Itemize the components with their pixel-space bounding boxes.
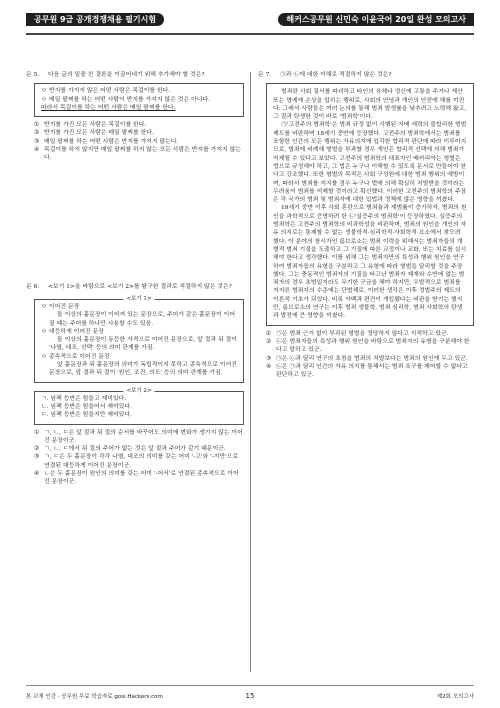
footer-site-link[interactable]: 본 교재 인강 · 공무원 무료 학습자료 gosi.Hackers.com [26,694,163,700]
bullet-icon: ㅇ [41,96,47,103]
question-number: 문 7. [258,72,272,78]
passage-box [266,83,474,325]
answer-option-3[interactable]: ③ ㄱ, ㄷ은 두 홑문장이 각각 나열, 대조의 의미를 갖는 어미 '-고'와 '-지만'으로 연결된 대등하게 이어진 문장이군. [34,454,239,469]
bogi-item: ㅇ 대등하게 이어진 문장 [41,328,104,335]
answer-option-3[interactable]: ③ 매일 팔찌를 하는 어떤 사람은 반지를 가지지 않는다. [34,138,179,145]
bullet-icon: ㅇ [41,353,47,360]
answer-options [26,429,244,487]
bullet-icon: ㅇ [41,303,47,310]
page-footer [26,686,474,700]
right-column [258,71,474,379]
answer-option-1[interactable]: ① 반지를 가진 모든 사람은 목걸이를 한다. [34,122,147,129]
question-stem: ㉠과 ㉡에 대한 이해로 적절하지 않은 것은? [280,72,392,78]
answer-option-1[interactable]: ① ㄱ, ㄴ, ㄷ은 앞 절과 뒤 절의 순서를 바꾸어도 의미에 변화가 생기지 않는 이어진 문장이군. [34,429,243,444]
bogi-1-box: <보기 1> ㅇ 이어진 문장 둘 이상의 홑문장이 이어져 있는 문장으로, 주어가 같은 홑문장이 이어질 때는 주어를 하나만 사용할 수도 있음. ㅇ 대등하게 이어진 문장 둘 이상의 홑문장이 동등한 자격으로 이어진 문장으로, 앞 절과 뒤 절이 '나열, 대조, 선택' 등의 의미 관계를 가짐. ㅇ 종속적으로 이어진 문장 앞 홑문장과 뒤 홑문장의 의미가 독립적이지 못하고 종속적으로 이어진 문장으로, 앞 절과 뒤 절이 '원인, 조건, 의도' 등의 의미 관계를 가짐. [34,299,244,383]
bogi-2-box [34,387,244,425]
premise-item: ㅇ 반지를 가지지 않은 어떤 사람은 목걸이를 한다. [41,88,171,95]
question-6 [26,283,244,487]
question-stem: <보기 1>을 바탕으로 <보기 2>를 탐구한 결과로 적절하지 않은 것은? [48,283,232,290]
example-sentence: ㄱ. 임팩 등반은 힘들고 재미있다. [41,395,127,402]
answer-options [258,330,474,380]
example-sentence: ㄴ. 임팩 등반은 힘들어서 재미있다. [41,403,132,410]
answer-option-2[interactable]: ② ㄱ, ㄴ, ㄷ에서 뒤 절의 주어가 없는 것은 앞 절과 주어가 같기 때문이군. [34,446,226,453]
bogi-2-title: <보기 2> [123,388,154,395]
question-number: 문 6. [26,283,40,290]
page-header [26,9,474,29]
answer-option-3[interactable]: ③ ㉠은 ㉡과 달리 연구의 초점을 범죄의 처벌보다는 범죄의 원인에 두고 있군. [266,355,468,362]
conclusion: 따라서 목걸이를 하는 어떤 사람은 매일 팔찌를 한다. [41,104,176,111]
book-title: 해커스공무원 신민숙 이윤국어 20일 완성 모의고사 [278,13,474,26]
bogi-item: ㅇ 종속적으로 이어진 문장 [41,353,110,360]
question-7 [258,71,474,379]
answer-option-1[interactable]: ① ㉠은 범죄 근거 없이 부과된 형벌을 정당하지 않다고 지적하고 있군. [266,330,449,337]
bogi-1-title: <보기 1> [123,296,154,303]
bullet-icon: ㅇ [41,88,47,95]
premise-box [34,83,244,117]
question-5 [26,71,244,163]
answer-option-4[interactable]: ④ ㉡은 ㉠과 달리 인간의 자유 의지를 통해서는 범죄 욕구를 제어할 수 없다고 판단하고 있군. [266,363,468,379]
left-column [26,71,244,487]
answer-option-4[interactable]: ④ 목걸이를 하지 않지만 매일 팔찌를 하지 않는 모든 사람은 반지를 가지지 않는다. [34,147,241,162]
passage-paragraph: 범죄란 사회 질서를 파괴하고 타인의 육체나 정신에 고통을 주거나 재산 또는 명예에 손상을 입히는 행위로, 사회의 안녕과 개인의 안전에 해를 끼친다. 그래서 사람들은 여러 논의를 통해 범죄 발생률을 낮추려고 노력해 왔고, 그 결과 탄생한 것이 바로 '범죄학'이다. [273,89,467,121]
bullet-icon: ㅇ [41,328,47,335]
footer-round-label: 제2회 모의고사 [436,694,474,700]
column-divider [250,72,251,672]
header-rule [26,33,474,35]
exam-title: 공무원 9급 공개경쟁채용 필기시험 [26,13,164,26]
answer-option-4[interactable]: ④ ㄴ은 두 홑문장이 원인의 의미를 갖는 어미 '-어서'로 연결된 종속적으로 이어진 문장이군. [34,471,239,486]
passage-paragraph: ㉠'고전주의 범죄학'은 범죄 규정 없이 시행된 지배 세력의 불합리한 형벌 제도를 비판하며 18세기 중반에 등장했다. 고전주의 범죄학에서는 범죄를 포함한 인간의 모든 행위는 자유의지에 입각한 합리적 판단에 따라 이루어지므로, 범죄에 비례해 형벌을 부과할 경우 개인은 합리적 선택에 의해 범죄가 억제될 수 있다고 보았다. 고전주의 범죄학의 대표자인 베카리아는 형벌은 법으로 규정해야 하고, 그 법은 누구나 이해할 수 있도록 문서로 만들어야 한다고 강조했다. 또한 형벌의 목적은 사회 구성원에 대한 범죄 행위의 예방이며, 따라서 범죄를 저지를 경우 누구나 법에 의해 확실히 처벌받을 것이라는 두려움이 범죄를 억제할 것이라고 확신했다. 이러한 고전주의 범죄학의 주장은 각 국가의 범죄 및 범죄자에 대한 입법과 정책에 많은 영향을 끼쳤다. [273,122,467,204]
bogi-item: ㅇ 이어진 문장 [41,303,80,310]
premise-item: ㅇ 매일 팔찌를 하는 어떤 사람이 반지를 가지지 않은 것은 아니다. [41,96,210,103]
answer-option-2[interactable]: ② ㉡은 범죄자들의 특성과 행위 원인을 바탕으로 범죄자의 유형을 구분해야 한다고 말하고 있군. [266,338,470,354]
answer-option-2[interactable]: ② 반지를 가진 모든 사람은 매일 팔찌를 한다. [34,130,154,137]
passage-paragraph: 19세기 중반 이후 사회 혼란으로 범죄율과 재범률이 증가하자, 범죄의 원인을 과학적으로 증명하려 한 ㉡'실증주의 범죄학'이 등장하였다. 실증주의 범죄학은 고전주의 범죄학의 비과학성을 비판하며, 범죄의 원인을 개인의 자유 의지로는 통제할 수 없는 생물학적·심리학적·사회학적 요소에서 찾으려 했다. 이 분야의 창시자인 롬브로소는 범죄 이력을 위해서는 범죄자들의 개별적 범죄 기질을 도출하고 그 기질에 따른 교정이나 교화, 또는 치료를 실시해야 한다고 생각했다. 이를 위해 그는 범죄자만의 특성과 행위 원인을 연구하여 범죄자들의 유형을 구분하고 그 유형에 따라 형벌을 달리할 것을 주장했다. 그는 충동적인 범죄자의 기질을 타고난 범죄자 제재와 수반에 없는 범죄자의 경우 초범일지라도 무기한 구금을 해야 하지만, 우발적으로 범죄를 저지른 범죄자의 수준에는 단벌체로, 이러한 생각은 이후 정벌주의 제도의 이론적 기초가 되었다. 비록 자백과 편견이 개입됐다는 비판을 받기는 했지만, 롬브로소의 연구는 이후 범죄 생물학, 범죄 심리학, 범죄 사회학의 탄생과 발전에 큰 영향을 끼쳤다. [273,205,467,320]
answer-options [26,121,244,162]
question-stem: 다음 글의 밑줄 친 결론을 이끌어내기 위해 추가해야 할 것은? [48,72,205,78]
question-number: 문 5. [26,72,40,78]
example-sentence: ㄷ. 임팩 등반은 힘들지만 재미있다. [41,412,132,419]
page-number: 15 [245,692,255,700]
